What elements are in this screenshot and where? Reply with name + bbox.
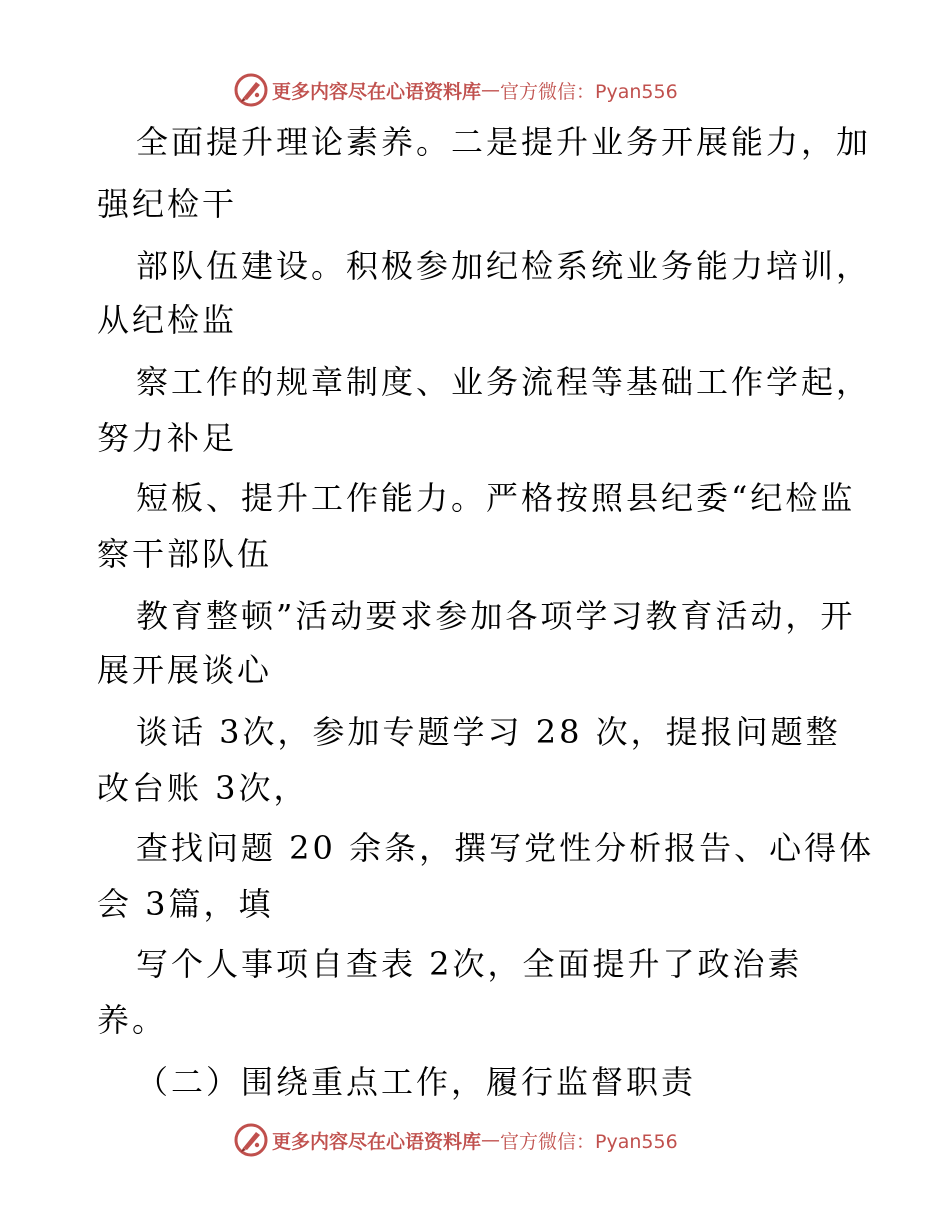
body-line: 查找问题 20 余条，撰写党性分析报告、心得体 xyxy=(136,829,875,867)
body-line: 展开展谈心 xyxy=(97,651,273,689)
watermark-wechat: 官方微信：Pyan556 xyxy=(500,80,678,103)
body-line: 努力补足 xyxy=(97,419,238,457)
pen-logo-icon xyxy=(234,1123,268,1157)
watermark-separator: — xyxy=(481,79,501,101)
body-line: 教育整顿”活动要求参加各项学习教育活动，开 xyxy=(136,597,856,635)
body-line: 全面提升理论素养。二是提升业务开展能力，加 xyxy=(136,123,872,161)
body-line: 部队伍建设。积极参加纪检系统业务能力培训， xyxy=(136,247,872,285)
body-line: 察工作的规章制度、业务流程等基础工作学起， xyxy=(136,363,872,401)
footer-watermark xyxy=(234,1122,678,1158)
body-line: 会 3篇，填 xyxy=(97,885,274,923)
header-watermark xyxy=(234,72,678,108)
watermark-text: 更多内容尽在心语资料库 xyxy=(272,80,482,103)
watermark-text: 更多内容尽在心语资料库 xyxy=(272,1130,482,1153)
body-line: 改台账 3次， xyxy=(97,769,309,807)
pen-logo-icon xyxy=(234,73,268,107)
body-line: 察干部队伍 xyxy=(97,535,273,573)
section-heading: （二）围绕重点工作，履行监督职责 xyxy=(136,1063,697,1101)
body-line: 强纪检干 xyxy=(97,185,238,223)
body-line: 谈话 3次，参加专题学习 28 次，提报问题整 xyxy=(136,713,841,751)
body-line: 短板、提升工作能力。严格按照县纪委“纪检监 xyxy=(136,479,856,517)
body-line: 写个人事项自查表 2次，全面提升了政治素 xyxy=(136,945,803,983)
body-line: 从纪检监 xyxy=(97,301,238,339)
watermark-separator: — xyxy=(481,1129,501,1151)
body-line: 养。 xyxy=(97,1001,168,1039)
watermark-wechat: 官方微信：Pyan556 xyxy=(500,1130,678,1153)
